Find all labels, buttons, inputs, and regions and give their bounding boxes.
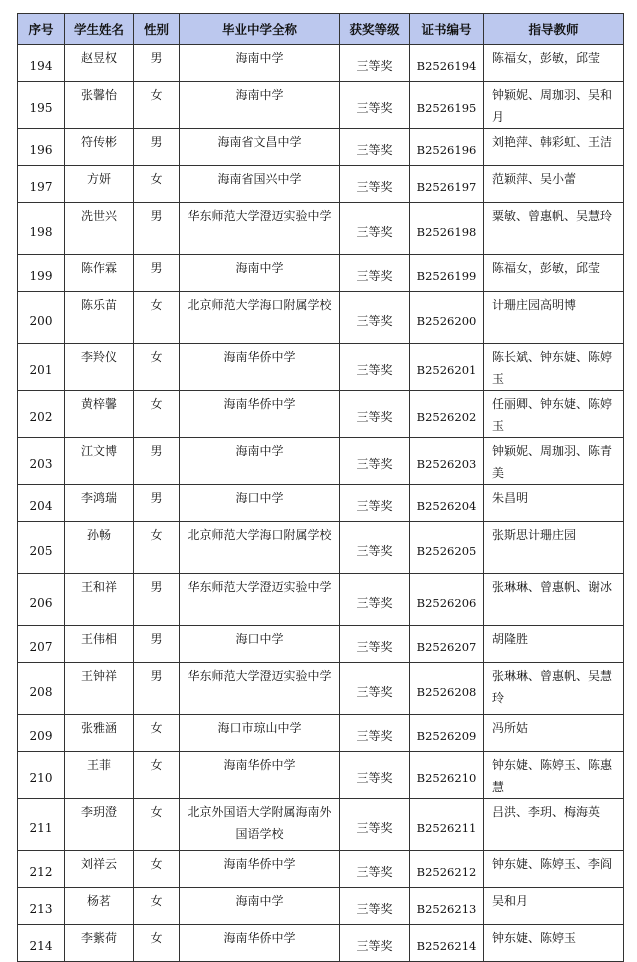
cell-name: 王钟祥 [65,663,134,715]
cell-cert: B2526213 [410,888,484,925]
cell-index: 201 [18,344,65,391]
cell-school: 海南华侨中学 [180,752,340,799]
cell-cert: B2526202 [410,391,484,438]
cell-cert: B2526198 [410,203,484,255]
cell-index: 196 [18,129,65,166]
cell-cert: B2526205 [410,522,484,574]
cell-name: 杨茗 [65,888,134,925]
cell-index: 204 [18,485,65,522]
cell-index: 209 [18,715,65,752]
cell-index: 208 [18,663,65,715]
cell-name: 黄梓馨 [65,391,134,438]
cell-cert: B2526194 [410,45,484,82]
cell-award: 三等奖 [340,851,410,888]
cell-teacher: 张琳琳、曾惠帆、吴慧玲 [484,663,624,715]
cell-school: 海口中学 [180,626,340,663]
cell-gender: 女 [134,851,180,888]
header-index: 序号 [18,14,65,45]
cell-teacher: 钟东婕、陈婷玉、李阎 [484,851,624,888]
cell-teacher: 范颖萍、吴小蕾 [484,166,624,203]
cell-teacher: 冯所姑 [484,715,624,752]
cell-index: 212 [18,851,65,888]
cell-award: 三等奖 [340,626,410,663]
cell-school: 海南中学 [180,888,340,925]
cell-school: 海南中学 [180,82,340,129]
cell-gender: 女 [134,715,180,752]
cell-gender: 女 [134,752,180,799]
cell-index: 195 [18,82,65,129]
cell-school: 华东师范大学澄迈实验中学 [180,663,340,715]
cell-gender: 男 [134,663,180,715]
cell-teacher: 粟敏、曾惠帆、吴慧玲 [484,203,624,255]
cell-index: 211 [18,799,65,851]
cell-name: 江文博 [65,438,134,485]
cell-cert: B2526212 [410,851,484,888]
cell-award: 三等奖 [340,344,410,391]
table-row [18,485,624,522]
cell-teacher: 吕洪、李玥、梅海英 [484,799,624,851]
cell-teacher: 钟颖妮、周珈羽、陈青美 [484,438,624,485]
cell-award: 三等奖 [340,82,410,129]
cell-school: 北京师范大学海口附属学校 [180,522,340,574]
table-row [18,166,624,203]
table-row [18,888,624,925]
cell-cert: B2526209 [410,715,484,752]
cell-cert: B2526200 [410,292,484,344]
cell-teacher: 陈长斌、钟东婕、陈婷玉 [484,344,624,391]
header-cert: 证书编号 [410,14,484,45]
cell-cert: B2526210 [410,752,484,799]
cell-school: 北京师范大学海口附属学校 [180,292,340,344]
table-row [18,626,624,663]
cell-school: 海南中学 [180,255,340,292]
cell-teacher: 吴和月 [484,888,624,925]
cell-index: 206 [18,574,65,626]
table-row [18,292,624,344]
table-row [18,574,624,626]
cell-cert: B2526199 [410,255,484,292]
cell-gender: 女 [134,888,180,925]
table-row [18,203,624,255]
cell-award: 三等奖 [340,752,410,799]
cell-school: 海南省文昌中学 [180,129,340,166]
cell-cert: B2526201 [410,344,484,391]
cell-award: 三等奖 [340,574,410,626]
cell-gender: 男 [134,626,180,663]
header-award: 获奖等级 [340,14,410,45]
header-school: 毕业中学全称 [180,14,340,45]
table-body [18,45,624,962]
cell-school: 海南华侨中学 [180,925,340,962]
cell-teacher: 钟东婕、陈婷玉 [484,925,624,962]
cell-name: 冼世兴 [65,203,134,255]
cell-teacher: 朱昌明 [484,485,624,522]
table-row [18,45,624,82]
table-row [18,663,624,715]
cell-gender: 女 [134,799,180,851]
cell-school: 北京外国语大学附属海南外国语学校 [180,799,340,851]
cell-teacher: 张琳琳、曾惠帆、谢冰 [484,574,624,626]
cell-award: 三等奖 [340,522,410,574]
cell-school: 海南中学 [180,45,340,82]
cell-teacher: 陈福女，彭敏，邱莹 [484,255,624,292]
table-row [18,715,624,752]
cell-teacher: 张斯思计珊庄园 [484,522,624,574]
table-row [18,752,624,799]
cell-gender: 男 [134,45,180,82]
cell-school: 海口中学 [180,485,340,522]
cell-award: 三等奖 [340,663,410,715]
header-name: 学生姓名 [65,14,134,45]
cell-award: 三等奖 [340,888,410,925]
cell-gender: 女 [134,166,180,203]
cell-name: 王伟相 [65,626,134,663]
cell-award: 三等奖 [340,129,410,166]
cell-gender: 男 [134,203,180,255]
cell-teacher: 陈福女，彭敏，邱莹 [484,45,624,82]
cell-name: 王菲 [65,752,134,799]
table-row [18,391,624,438]
cell-teacher: 任丽卿、钟东婕、陈婷玉 [484,391,624,438]
cell-award: 三等奖 [340,203,410,255]
cell-award: 三等奖 [340,391,410,438]
cell-index: 202 [18,391,65,438]
cell-award: 三等奖 [340,292,410,344]
cell-index: 199 [18,255,65,292]
cell-name: 孙畅 [65,522,134,574]
cell-cert: B2526197 [410,166,484,203]
cell-cert: B2526214 [410,925,484,962]
cell-index: 203 [18,438,65,485]
cell-cert: B2526203 [410,438,484,485]
table-row [18,522,624,574]
cell-teacher: 刘艳萍、韩彩虹、王洁 [484,129,624,166]
cell-award: 三等奖 [340,255,410,292]
cell-index: 197 [18,166,65,203]
cell-name: 李羚仪 [65,344,134,391]
cell-cert: B2526207 [410,626,484,663]
cell-gender: 男 [134,485,180,522]
cell-gender: 女 [134,522,180,574]
cell-teacher: 胡隆胜 [484,626,624,663]
cell-gender: 男 [134,438,180,485]
cell-index: 213 [18,888,65,925]
cell-index: 200 [18,292,65,344]
header-teacher: 指导教师 [484,14,624,45]
cell-school: 海南华侨中学 [180,344,340,391]
header-row [18,14,624,45]
table-row [18,925,624,962]
cell-award: 三等奖 [340,925,410,962]
cell-index: 210 [18,752,65,799]
table-row [18,82,624,129]
cell-gender: 男 [134,574,180,626]
table-row [18,799,624,851]
cell-gender: 女 [134,391,180,438]
cell-school: 海口市琼山中学 [180,715,340,752]
cell-award: 三等奖 [340,715,410,752]
cell-award: 三等奖 [340,45,410,82]
cell-name: 王和祥 [65,574,134,626]
cell-award: 三等奖 [340,438,410,485]
cell-gender: 女 [134,925,180,962]
cell-cert: B2526196 [410,129,484,166]
cell-name: 陈作霖 [65,255,134,292]
cell-gender: 女 [134,344,180,391]
cell-school: 海南华侨中学 [180,391,340,438]
table-row [18,344,624,391]
cell-school: 华东师范大学澄迈实验中学 [180,574,340,626]
cell-school: 海南省国兴中学 [180,166,340,203]
cell-cert: B2526195 [410,82,484,129]
cell-name: 张雅涵 [65,715,134,752]
cell-name: 陈乐苗 [65,292,134,344]
table-row [18,129,624,166]
cell-gender: 男 [134,255,180,292]
table-row [18,851,624,888]
cell-school: 海南中学 [180,438,340,485]
cell-teacher: 计珊庄园高明博 [484,292,624,344]
cell-award: 三等奖 [340,166,410,203]
cell-cert: B2526211 [410,799,484,851]
cell-index: 198 [18,203,65,255]
awards-table [17,13,624,962]
cell-index: 207 [18,626,65,663]
cell-school: 海南华侨中学 [180,851,340,888]
cell-cert: B2526206 [410,574,484,626]
cell-name: 赵昱权 [65,45,134,82]
cell-school: 华东师范大学澄迈实验中学 [180,203,340,255]
cell-name: 李紫荷 [65,925,134,962]
cell-cert: B2526204 [410,485,484,522]
cell-index: 214 [18,925,65,962]
table-row [18,255,624,292]
cell-name: 李鸿瑞 [65,485,134,522]
cell-teacher: 钟颖妮、周珈羽、吴和月 [484,82,624,129]
cell-cert: B2526208 [410,663,484,715]
header-gender: 性别 [134,14,180,45]
cell-name: 符传彬 [65,129,134,166]
cell-name: 刘祥云 [65,851,134,888]
cell-index: 205 [18,522,65,574]
cell-name: 方妍 [65,166,134,203]
cell-name: 张馨怡 [65,82,134,129]
cell-name: 李玥澄 [65,799,134,851]
cell-index: 194 [18,45,65,82]
cell-gender: 女 [134,82,180,129]
cell-gender: 女 [134,292,180,344]
cell-teacher: 钟东婕、陈婷玉、陈惠慧 [484,752,624,799]
cell-award: 三等奖 [340,799,410,851]
table-row [18,438,624,485]
cell-award: 三等奖 [340,485,410,522]
cell-gender: 男 [134,129,180,166]
